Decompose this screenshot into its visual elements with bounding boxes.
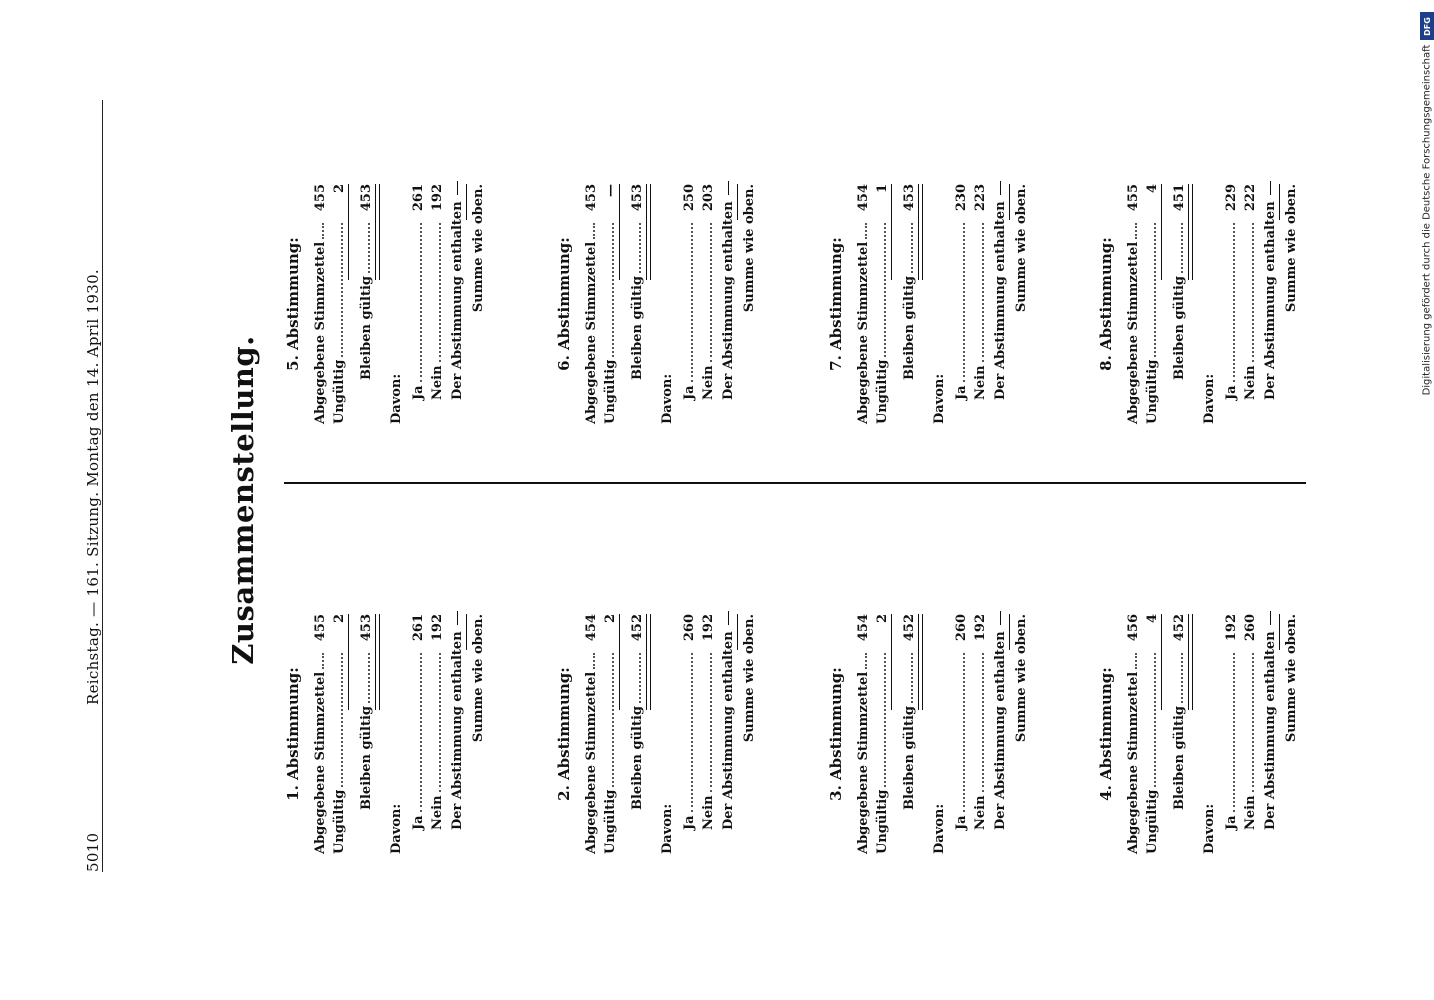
dot-leader [593,223,595,239]
dot-leader [884,223,886,357]
submitted-ballots-row-label: Abgegebene Stimmzettel [584,671,599,854]
yes-votes-row-label: Ja [411,385,426,400]
no-votes-row-value: 260 [1243,614,1258,642]
vote-title: 1. Abstimmung: [284,667,302,801]
page-title: Zusammenstellung. [226,335,260,665]
yes-votes-row-label: Ja [411,815,426,830]
dash-mark [457,181,458,195]
valid-ballots-row-value: 453 [630,184,645,212]
submitted-ballots-row-label: Abgegebene Stimmzettel [856,241,871,424]
dash-mark [1000,181,1001,195]
sum-rule [348,614,349,710]
abstained-row-label: Der Abstimmung enthalten [450,631,465,830]
of-which-row [657,614,674,854]
submitted-ballots-row-value: 456 [1126,614,1141,642]
dot-leader [322,223,324,239]
dot-leader [1135,653,1137,669]
vote-title: 3. Abstimmung: [827,667,845,801]
submitted-ballots-row [581,184,598,424]
total-label: Summe wie oben. [1284,614,1299,743]
of-which-row [386,184,403,424]
valid-ballots-row [627,184,644,424]
yes-votes-row [1221,614,1238,854]
no-votes-row [698,614,715,854]
vote-block [557,614,757,854]
dot-leader [963,223,965,382]
valid-ballots-row-value: 452 [902,614,917,642]
abstained-row-value [722,611,735,625]
vote-block [286,184,486,424]
invalid-ballots-row-value: 2 [875,614,890,624]
total-rule [1009,184,1010,220]
dot-leader [1252,653,1254,792]
abstained-row-value [1264,181,1277,195]
double-underline [1188,184,1193,280]
of-which-row [386,614,403,854]
side-credit [1418,8,1434,394]
no-votes-row-label: Nein [973,795,988,830]
invalid-ballots-row [329,614,346,854]
invalid-ballots-row [872,614,889,854]
yes-votes-row-value: 192 [1224,614,1239,642]
yes-votes-row-value: 230 [954,184,969,212]
of-which-row-label: Davon: [1202,373,1217,424]
yes-votes-row-label: Ja [1224,385,1239,400]
vote-title: 7. Abstimmung: [827,237,845,371]
submitted-ballots-row-value: 455 [313,184,328,212]
valid-ballots-row-label: Bleiben gültig [630,706,645,810]
yes-votes-row-value: 261 [411,614,426,642]
abstained-row-value [1264,611,1277,625]
of-which-row [929,184,946,424]
dot-leader [691,223,693,382]
no-votes-row-value: 222 [1243,184,1258,212]
valid-ballots-row-value: 452 [630,614,645,642]
submitted-ballots-row-label: Abgegebene Stimmzettel [1126,241,1141,424]
total-label: Summe wie oben. [471,614,486,743]
sum-rule [1161,614,1162,710]
invalid-ballots-row [1142,614,1159,854]
dfg-logo-icon: DFG [1420,12,1434,40]
abstained-row [718,614,735,854]
valid-ballots-row-label: Bleiben gültig [630,276,645,380]
valid-ballots-row [356,614,373,854]
no-votes-row-label: Nein [973,365,988,400]
invalid-ballots-row-value: 1 [875,184,890,194]
yes-votes-row-label: Ja [954,815,969,830]
total-rule [1009,614,1010,650]
dot-leader [982,653,984,792]
invalid-ballots-row-label: Ungültig [332,359,347,424]
dot-leader [420,653,422,812]
total-label: Summe wie oben. [1014,184,1029,313]
no-votes-row [970,184,987,424]
no-votes-row-value: 223 [973,184,988,212]
yes-votes-row-label: Ja [682,385,697,400]
invalid-ballots-row [1142,184,1159,424]
valid-ballots-row-label: Bleiben gültig [902,276,917,380]
no-votes-row [970,614,987,854]
submitted-ballots-row [1123,184,1140,424]
dot-leader [1181,653,1183,703]
digitization-credit: Digitalisierung gefördert durch die Deutsche Forschungsgemeinschaft [1421,44,1433,396]
vote-title: 5. Abstimmung: [284,237,302,371]
valid-ballots-row [899,614,916,854]
yes-votes-row-value: 250 [682,184,697,212]
no-votes-row-value: 192 [701,614,716,642]
abstained-row-label: Der Abstimmung enthalten [721,631,736,830]
valid-ballots-row-label: Bleiben gültig [1172,276,1187,380]
header-rule [102,100,103,872]
vote-block [829,614,1029,854]
dot-leader [368,653,370,703]
abstained-row [990,184,1007,424]
submitted-ballots-row-label: Abgegebene Stimmzettel [313,671,328,854]
vote-block [286,614,486,854]
sum-rule [348,184,349,280]
dot-leader [884,653,886,787]
invalid-ballots-row-value: 4 [1145,184,1160,194]
dot-leader [1181,223,1183,273]
submitted-ballots-row-value: 455 [313,614,328,642]
invalid-ballots-row-value: — [603,184,618,197]
valid-ballots-row [1169,184,1186,424]
dot-leader [1135,223,1137,239]
page-header [84,102,104,872]
valid-ballots-row-label: Bleiben gültig [1172,706,1187,810]
invalid-ballots-row-value: 2 [603,614,618,624]
no-votes-row-label: Nein [701,365,716,400]
submitted-ballots-row [310,184,327,424]
abstained-row-label: Der Abstimmung enthalten [721,201,736,400]
abstained-row-value [722,181,735,195]
dot-leader [865,653,867,669]
no-votes-row-value: 203 [701,184,716,212]
total-row [1281,184,1298,424]
page-number: 5010 [84,832,102,872]
of-which-row-label: Davon: [660,803,675,854]
valid-ballots-row-label: Bleiben gültig [359,706,374,810]
dash-mark [457,611,458,625]
total-label: Summe wie oben. [742,184,757,313]
double-underline [375,184,380,280]
submitted-ballots-row [581,614,598,854]
total-rule [466,184,467,220]
dot-leader [439,653,441,792]
no-votes-row-value: 192 [430,184,445,212]
total-rule [1279,184,1280,220]
invalid-ballots-row-value: 4 [1145,614,1160,624]
yes-votes-row-value: 261 [411,184,426,212]
total-row [468,184,485,424]
valid-ballots-row-value: 452 [1172,614,1187,642]
total-row [1011,184,1028,424]
dot-leader [420,223,422,382]
vote-title: 4. Abstimmung: [1097,667,1115,801]
abstained-row-value [451,181,464,195]
submitted-ballots-row [853,614,870,854]
double-underline [918,184,923,280]
yes-votes-row-label: Ja [954,385,969,400]
yes-votes-row [1221,184,1238,424]
abstained-row-label: Der Abstimmung enthalten [993,201,1008,400]
dot-leader [368,223,370,273]
vote-block [557,184,757,424]
submitted-ballots-row-label: Abgegebene Stimmzettel [1126,671,1141,854]
of-which-row-label: Davon: [932,373,947,424]
dot-leader [439,223,441,362]
dash-mark [1270,181,1271,195]
valid-ballots-row [627,614,644,854]
of-which-row-label: Davon: [389,803,404,854]
abstained-row-label: Der Abstimmung enthalten [450,201,465,400]
submitted-ballots-row [853,184,870,424]
no-votes-row-label: Nein [701,795,716,830]
no-votes-row [427,614,444,854]
yes-votes-row [679,184,696,424]
submitted-ballots-row-label: Abgegebene Stimmzettel [313,241,328,424]
dot-leader [963,653,965,812]
dot-leader [911,223,913,273]
of-which-row-label: Davon: [932,803,947,854]
invalid-ballots-row-label: Ungültig [875,359,890,424]
dot-leader [1252,223,1254,362]
double-underline [646,614,651,710]
submitted-ballots-row-label: Abgegebene Stimmzettel [584,241,599,424]
no-votes-row-label: Nein [430,795,445,830]
valid-ballots-row-value: 451 [1172,184,1187,212]
total-rule [466,614,467,650]
dot-leader [341,223,343,357]
dot-leader [1233,653,1235,812]
dash-mark [1000,611,1001,625]
invalid-ballots-row [600,184,617,424]
invalid-ballots-row [872,184,889,424]
total-row [468,614,485,854]
total-row [739,614,756,854]
abstained-row [1260,614,1277,854]
submitted-ballots-row-value: 453 [584,184,599,212]
vote-block [1099,614,1299,854]
invalid-ballots-row-label: Ungültig [603,789,618,854]
of-which-row [657,184,674,424]
abstained-row-value [994,181,1007,195]
submitted-ballots-row-value: 454 [856,184,871,212]
vote-title: 6. Abstimmung: [555,237,573,371]
total-rule [737,184,738,220]
invalid-ballots-row [600,614,617,854]
total-label: Summe wie oben. [1014,614,1029,743]
total-label: Summe wie oben. [471,184,486,313]
no-votes-row [1240,184,1257,424]
vote-block [829,184,1029,424]
valid-ballots-row-value: 453 [359,614,374,642]
yes-votes-row [951,614,968,854]
total-row [1281,614,1298,854]
running-head: Reichstag. — 161. Sitzung. Montag den 14. April 1930. [84,269,102,705]
double-underline [1188,614,1193,710]
valid-ballots-row [356,184,373,424]
no-votes-row-label: Nein [1243,795,1258,830]
dot-leader [639,653,641,703]
yes-votes-row-value: 260 [682,614,697,642]
sum-rule [1161,184,1162,280]
dot-leader [1154,653,1156,787]
vote-block [1099,184,1299,424]
no-votes-row-label: Nein [1243,365,1258,400]
submitted-ballots-row [310,614,327,854]
submitted-ballots-row-value: 455 [1126,184,1141,212]
of-which-row [929,614,946,854]
total-row [1011,614,1028,854]
dot-leader [710,223,712,362]
no-votes-row [1240,614,1257,854]
total-label: Summe wie oben. [1284,184,1299,313]
abstained-row-label: Der Abstimmung enthalten [1263,201,1278,400]
abstained-row [990,614,1007,854]
abstained-row [1260,184,1277,424]
double-underline [375,614,380,710]
submitted-ballots-row [1123,614,1140,854]
sum-rule [891,184,892,280]
yes-votes-row-value: 260 [954,614,969,642]
sum-rule [891,614,892,710]
dash-mark [728,611,729,625]
no-votes-row [698,184,715,424]
of-which-row-label: Davon: [1202,803,1217,854]
abstained-row-value [994,611,1007,625]
invalid-ballots-row [329,184,346,424]
valid-ballots-row [899,184,916,424]
of-which-row [1199,614,1216,854]
dot-leader [612,223,614,357]
valid-ballots-row [1169,614,1186,854]
total-label: Summe wie oben. [742,614,757,743]
abstained-row-label: Der Abstimmung enthalten [1263,631,1278,830]
invalid-ballots-row-label: Ungültig [875,789,890,854]
of-which-row-label: Davon: [660,373,675,424]
valid-ballots-row-label: Bleiben gültig [359,276,374,380]
invalid-ballots-row-label: Ungültig [1145,359,1160,424]
invalid-ballots-row-label: Ungültig [1145,789,1160,854]
abstained-row [447,184,464,424]
of-which-row-label: Davon: [389,373,404,424]
submitted-ballots-row-label: Abgegebene Stimmzettel [856,671,871,854]
sum-rule [619,614,620,710]
dot-leader [1233,223,1235,382]
dot-leader [982,223,984,362]
invalid-ballots-row-value: 2 [332,614,347,624]
double-underline [918,614,923,710]
dot-leader [1154,223,1156,357]
dot-leader [639,223,641,273]
total-rule [1279,614,1280,650]
sum-rule [619,184,620,280]
no-votes-row-label: Nein [430,365,445,400]
no-votes-row [427,184,444,424]
dot-leader [322,653,324,669]
abstained-row [447,614,464,854]
yes-votes-row-value: 229 [1224,184,1239,212]
of-which-row [1199,184,1216,424]
dot-leader [612,653,614,787]
dash-mark [728,181,729,195]
total-rule [737,614,738,650]
abstained-row [718,184,735,424]
dot-leader [865,223,867,239]
dot-leader [691,653,693,812]
vote-title: 2. Abstimmung: [555,667,573,801]
submitted-ballots-row-value: 454 [856,614,871,642]
valid-ballots-row-value: 453 [359,184,374,212]
dot-leader [710,653,712,792]
no-votes-row-value: 192 [430,614,445,642]
dot-leader [911,653,913,703]
submitted-ballots-row-value: 454 [584,614,599,642]
yes-votes-row [408,614,425,854]
invalid-ballots-row-label: Ungültig [332,789,347,854]
vote-title: 8. Abstimmung: [1097,237,1115,371]
abstained-row-label: Der Abstimmung enthalten [993,631,1008,830]
double-underline [646,184,651,280]
abstained-row-value [451,611,464,625]
yes-votes-row [679,614,696,854]
yes-votes-row [951,184,968,424]
yes-votes-row-label: Ja [682,815,697,830]
valid-ballots-row-value: 453 [902,184,917,212]
dot-leader [341,653,343,787]
dash-mark [1270,611,1271,625]
invalid-ballots-row-value: 2 [332,184,347,194]
valid-ballots-row-label: Bleiben gültig [902,706,917,810]
dot-leader [593,653,595,669]
column-divider [284,482,1306,484]
yes-votes-row [408,184,425,424]
no-votes-row-value: 192 [973,614,988,642]
yes-votes-row-label: Ja [1224,815,1239,830]
invalid-ballots-row-label: Ungültig [603,359,618,424]
total-row [739,184,756,424]
